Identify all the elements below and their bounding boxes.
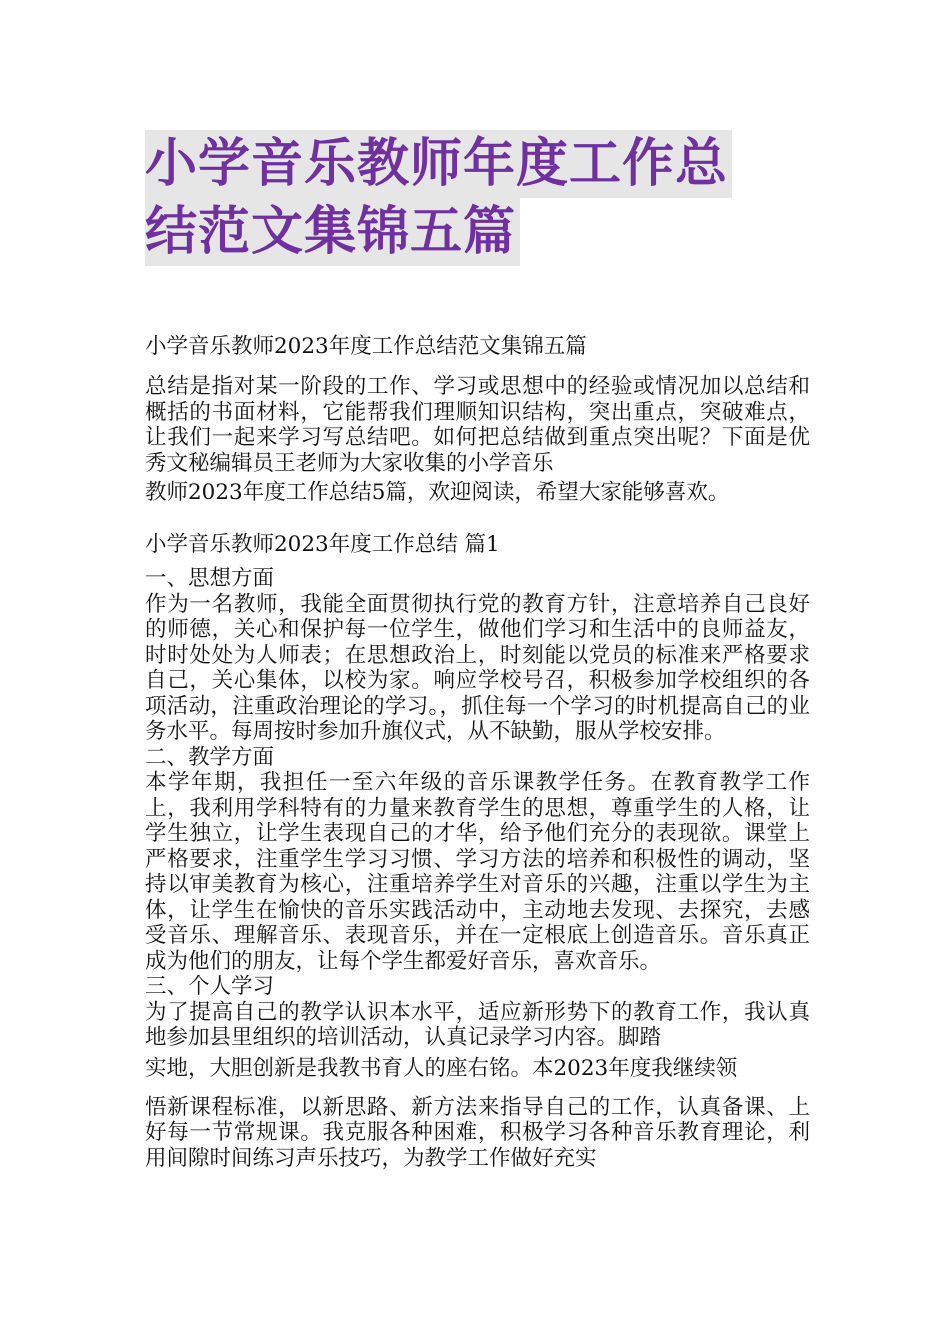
intro-paragraph: 总结是指对某一阶段的工作、学习或思想中的经验或情况加以总结和概括的书面材料，它能帮我们理顺知识结构，突出重点，突破难点，让我们一起来学习写总结吧。如何把总结做到重点突出呢？下面是优秀文秘编辑员王老师为大家收集的小学音乐 xyxy=(145,374,810,476)
part2-text: 本学年期，我担任一至六年级的音乐课教学任务。在教育教学工作上，我利用学科特有的力量来教育学生的思想，尊重学生的人格，让学生独立，让学生表现自己的才华，给予他们充分的表现欲。课堂上严格要求，注重学生学习习惯、学习方法的培养和积极性的调动，坚持以审美教育为核心，注重培养学生对音乐的兴趣，注重以学生为主体，让学生在愉快的音乐实践活动中，主动地去发现、去探究，去感受音乐、理解音乐、表现音乐，并在一定根底上创造音乐。音乐真正成为他们的朋友，让每个学生都爱好音乐，喜欢音乐。 xyxy=(145,770,810,974)
part2-heading: 二、教学方面 xyxy=(145,744,275,770)
part3-heading: 三、个人学习 xyxy=(145,974,275,999)
part3-text-c: 悟新课程标准，以新思路、新方法来指导自己的工作，认真备课、上好每一节常规课。我克服各种困难，积极学习各种音乐教育理论，利用间隙时间练习声乐技巧，为教学工作做好充实 xyxy=(145,1094,810,1171)
title-line-2: 结范文集锦五篇 xyxy=(145,198,520,266)
document-title xyxy=(145,130,825,266)
part3-text-a: 为了提高自己的教学认识本水平，适应新形势下的教育工作，我认真地参加县里组织的培训活动，认真记录学习内容。脚踏 xyxy=(145,999,810,1050)
part1-heading: 一、思想方面 xyxy=(145,566,275,591)
part3-text-b: 实地，大胆创新是我教书育人的座右铭。本2023年度我继续领 xyxy=(145,1055,738,1081)
document-subtitle: 小学音乐教师2023年度工作总结范文集锦五篇 xyxy=(145,334,587,359)
title-line-1: 小学音乐教师年度工作总 xyxy=(145,130,732,198)
section-title: 小学音乐教师2023年度工作总结 篇1 xyxy=(145,532,500,557)
part1-text: 作为一名教师，我能全面贯彻执行党的教育方针，注意培养自己良好的师德，关心和保护每一位学生，做他们学习和生活中的良师益友，时时处处为人师表；在思想政治上，时刻能以党员的标准来严格要求自己，关心集体，以校为家。响应学校号召，积极参加学校组织的各项活动，注重政治理论的学习。，抓住每一个学习的时机提高自己的业务水平。每周按时参加升旗仪式，从不缺勤，服从学校安排。 xyxy=(145,591,810,744)
intro-paragraph-end: 教师2023年度工作总结5篇，欢迎阅读，希望大家能够喜欢。 xyxy=(145,480,730,505)
document-body xyxy=(145,332,810,1171)
